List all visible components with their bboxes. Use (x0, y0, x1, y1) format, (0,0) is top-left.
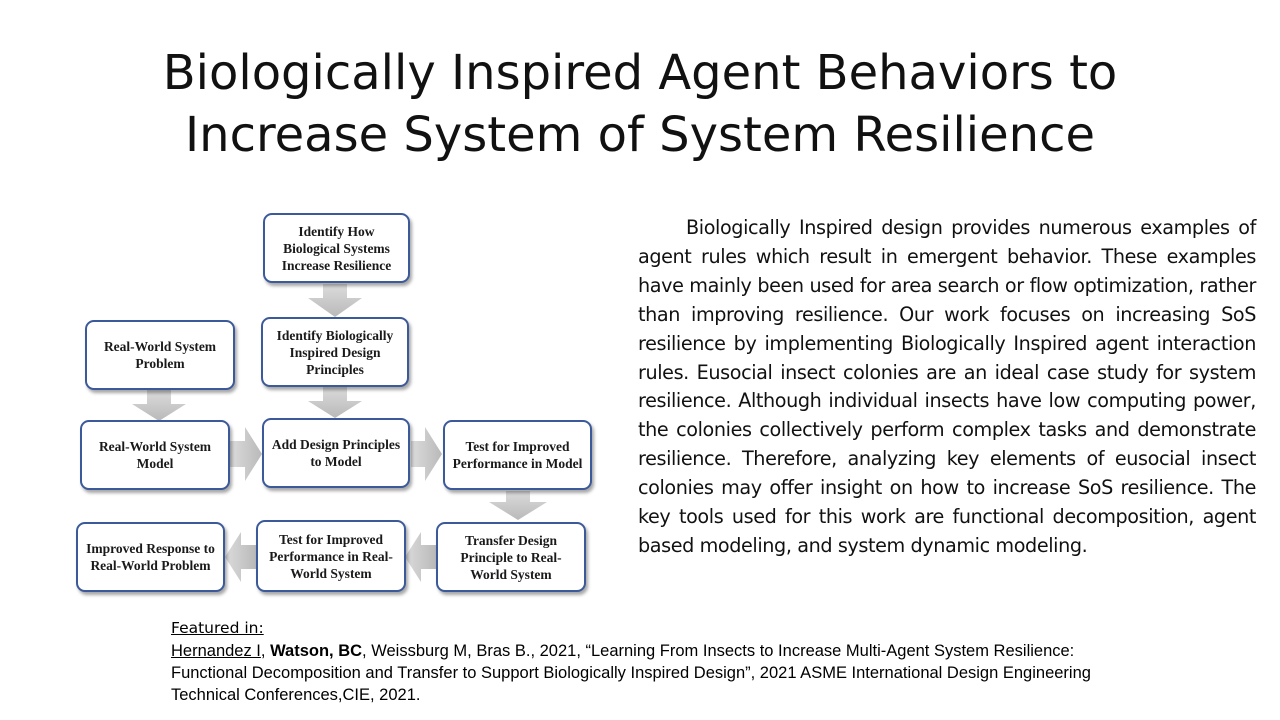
flow-box-identify-how: Identify How Biological Systems Increase Resilience (263, 213, 410, 283)
citation-details: , Weissburg M, Bras B., 2021, “Learning From Insects to Increase Multi-Agent System Resilience: Functional Decomposition and Transfer to Support Biologically Inspired Design”, 2021 ASME International Design Engineering Technical Conferences,CIE, 2021. (171, 642, 1091, 704)
arrow-left-2 (225, 532, 256, 582)
body-paragraph: Biologically Inspired design provides numerous examples of agent rules which result in emergent behavior. These examples have mainly been used for area search or flow optimization, rather than improving resilience. Our work focuses on increasing SoS resilience by implementing Biologically Inspired agent interaction rules. Eusocial insect colonies are an ideal case study for system resilience. Although individual insects have low computing power, the colonies collectively perform complex tasks and demonstrate resilience. Therefore, analyzing key elements of eusocial insect colonies may offer insight on how to increase SoS resilience. The key tools used for this work are functional decomposition, agent based modeling, and system dynamic modeling. (638, 216, 1256, 557)
arrow-left-1 (405, 532, 436, 582)
citation-author-1: Hernandez I (171, 642, 261, 660)
slide-title (100, 42, 1180, 166)
citation-separator: , (260, 642, 271, 660)
title-line-2: Increase System of System Resilience (184, 107, 1096, 163)
arrow-down-4 (489, 491, 547, 520)
flow-box-identify-principles: Identify Biologically Inspired Design Principles (261, 317, 409, 387)
arrow-right-1 (230, 427, 262, 481)
citation-label: Featured in: (171, 619, 264, 637)
arrow-down-1 (308, 284, 362, 317)
flow-box-add-principles: Add Design Principles to Model (262, 418, 410, 488)
flow-box-real-world-model: Real-World System Model (80, 420, 230, 490)
flow-box-improved: Improved Response to Real-World Problem (76, 522, 225, 592)
arrow-down-3 (132, 390, 186, 421)
arrow-right-2 (411, 427, 442, 481)
arrow-down-2 (308, 386, 362, 418)
flow-box-test-real: Test for Improved Performance in Real-World System (256, 520, 406, 592)
flow-box-test-model: Test for Improved Performance in Model (443, 420, 592, 490)
citation-author-2: Watson, BC (270, 642, 363, 660)
flowchart-diagram (70, 205, 600, 600)
citation (171, 617, 1131, 706)
title-line-1: Biologically Inspired Agent Behaviors to (162, 45, 1118, 101)
flow-box-real-world-problem: Real-World System Problem (85, 320, 235, 390)
flow-box-transfer: Transfer Design Principle to Real-World System (436, 522, 586, 592)
